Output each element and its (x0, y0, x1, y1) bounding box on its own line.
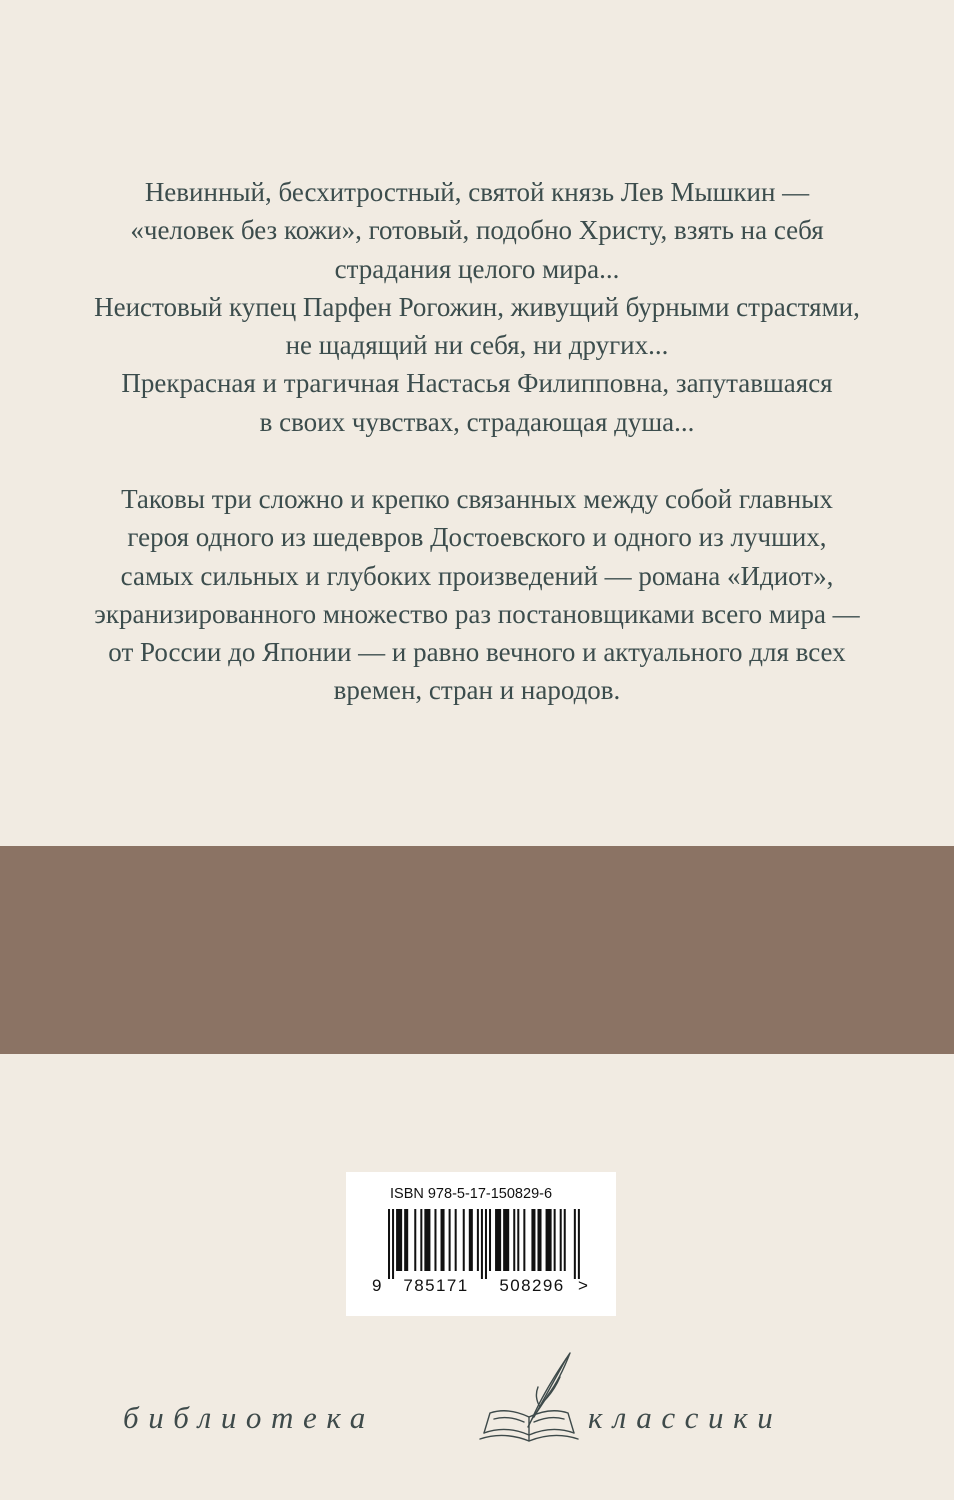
barcode-bar (537, 1209, 541, 1271)
barcode-bar (469, 1209, 473, 1271)
barcode-bar (481, 1209, 483, 1279)
barcode-bar (388, 1209, 390, 1279)
barcode-bar (513, 1209, 515, 1271)
isbn-label: ISBN 978-5-17-150829-6 (390, 1186, 553, 1202)
barcode-bar (477, 1209, 479, 1271)
barcode-bar (489, 1209, 491, 1271)
series-name-left: библиотека (123, 1400, 375, 1435)
barcode-bar (424, 1209, 430, 1271)
blurb-paragraph-2 (0, 480, 954, 710)
barcode-bar (503, 1209, 509, 1271)
ean-arrow: > (578, 1276, 588, 1295)
barcode-bar (404, 1209, 408, 1271)
barcode-bar (449, 1209, 451, 1271)
series-name-right: классики (588, 1400, 783, 1435)
barcode-bar (554, 1209, 556, 1271)
barcode-panel (346, 1172, 616, 1316)
ean-first-digit: 9 (372, 1276, 382, 1295)
blurb-paragraph-1 (0, 173, 954, 441)
barcode-bar (434, 1209, 436, 1271)
ean-right-digits: 508296 (499, 1276, 565, 1295)
blurb-line: экранизированного множество раз постановщиками всего мира — (94, 598, 860, 629)
barcode-bar (495, 1209, 501, 1271)
barcode-bar (396, 1209, 402, 1271)
blurb-line: самых сильных и глубоких произведений — романа «Идиот», (120, 560, 834, 591)
decorative-band (0, 846, 954, 1054)
barcode-bar (455, 1209, 457, 1271)
barcode-bar (441, 1209, 445, 1271)
blurb-line: Неистовый купец Парфен Рогожин, живущий бурными страстями, (94, 291, 860, 322)
ean-left-digits: 785171 (403, 1276, 469, 1295)
barcode-bar (574, 1209, 576, 1279)
barcode-bar (517, 1209, 519, 1271)
blurb-line: Таковы три сложно и крепко связанных между собой главных (121, 484, 833, 514)
barcode-bar (578, 1209, 580, 1279)
blurb-line: Невинный, бесхитростный, святой князь Лев Мышкин — (144, 177, 810, 207)
blurb-line: «человек без кожи», готовый, подобно Христу, взять на себя (130, 215, 824, 246)
barcode-bar (564, 1209, 566, 1271)
quill-book-icon (474, 1347, 584, 1447)
barcode-bar (392, 1209, 394, 1279)
barcode-bar (485, 1209, 487, 1279)
barcode-bar (560, 1209, 562, 1271)
barcode-bar (523, 1209, 525, 1271)
barcode-bar (414, 1209, 416, 1271)
blurb-line: страдания целого мира... (334, 253, 620, 284)
blurb-line: Прекрасная и трагичная Настасья Филипповна, запутавшаяся (121, 368, 833, 399)
blurb-line: времен, стран и народов. (333, 675, 621, 706)
blurb-line: в своих чувствах, страдающая душа... (259, 406, 695, 437)
barcode-bar (531, 1209, 535, 1271)
barcode-bar (420, 1209, 422, 1271)
blurb-line: не щадящий ни себя, ни других... (285, 330, 669, 361)
blurb-line: от России до Японии — и равно вечного и актуального для всех (108, 637, 846, 668)
barcode-bar (463, 1209, 465, 1271)
barcode-bar (546, 1209, 552, 1271)
blurb-line: героя одного из шедевров Достоевского и одного из лучших, (127, 522, 827, 553)
